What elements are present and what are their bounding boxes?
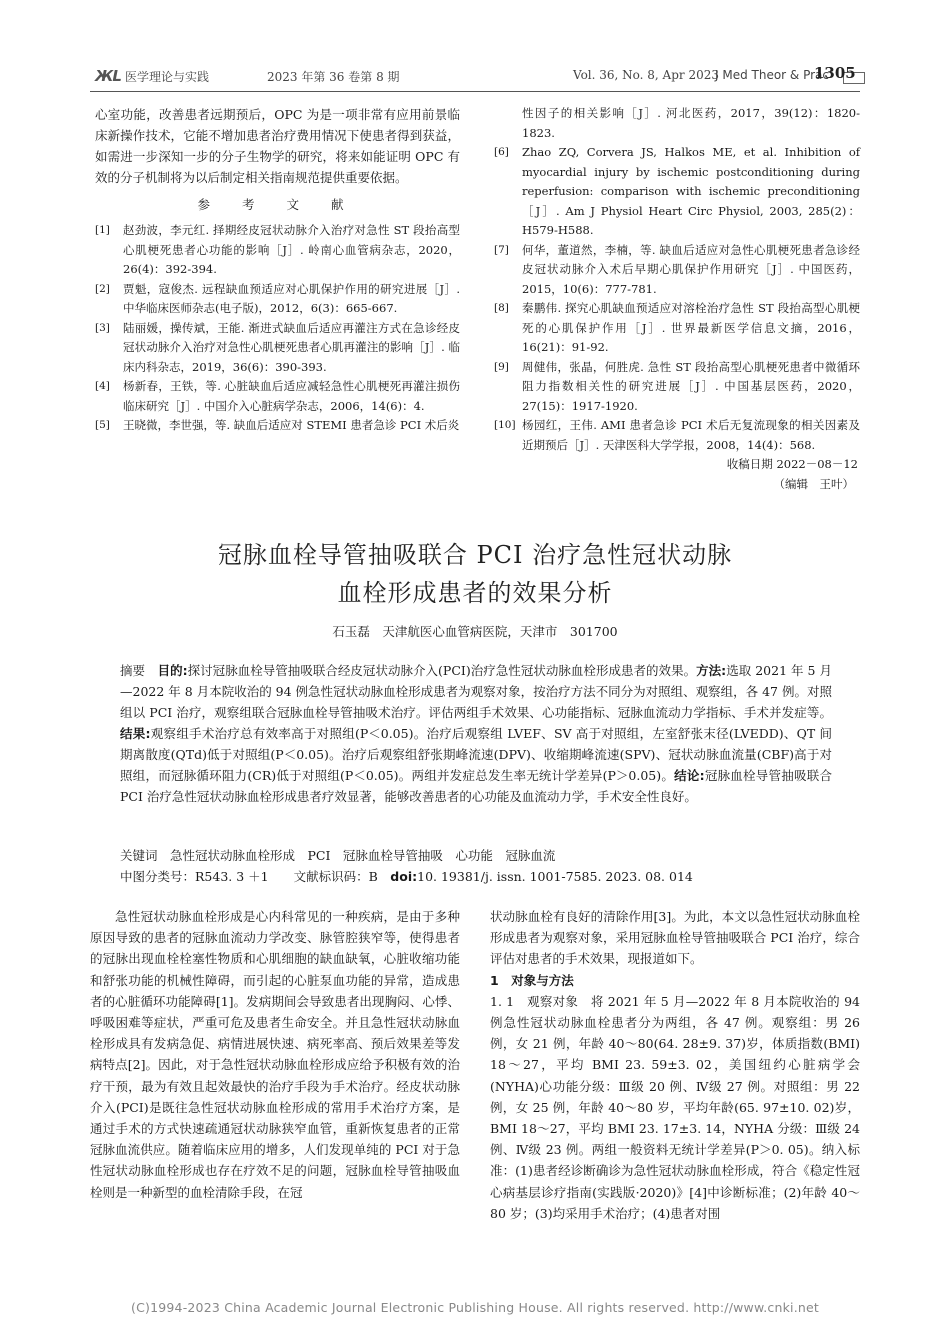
journal-name-zh: 医学理论与实践	[125, 70, 210, 84]
article-title-line2: 血栓形成患者的效果分析	[337, 579, 613, 607]
reference-text: 性因子的相关影响［J］. 河北医药，2017，39(12)：1820-1823.	[522, 106, 860, 140]
reference-text: 周健伟，张晶，何胜虎. 急性 ST 段抬高型心肌梗死患者中微循环阻力指数相关性的研究进展［J］. 中国基层医药，2020，27(15)：1917-1920.	[522, 359, 860, 413]
section-1-1	[490, 991, 860, 1224]
reference-item	[494, 241, 860, 300]
reference-text: Zhao ZQ, Corvera JS, Halkos ME, et al. Inhibition of myocardial injury by ischemic postconditioning during reperfusion: comparison with ischemic preconditioning［J］. Am J Physiol Heart Circ Physiol, 2003, 285(2)：H579-H588.	[522, 145, 860, 237]
prev-article-paragraph: 心室功能，改善患者远期预后，OPC 为是一项非常有应用前景临床新操作技术，它能不增加患者治疗费用情况下使患者得到获益，如需进一步深知一步的分子生物学的研究，将来如能证明 OPC 有效的分子机制将为以后制定相关指南规范提供重要依据。	[95, 107, 460, 185]
reference-text: 何华，董道然，李楠，等. 缺血后适应对急性心肌梗死患者急诊经皮冠状动脉介入术后早期心肌保护作用研究［J］. 中国医药，2015，10(6)：777-781.	[522, 242, 860, 296]
reference-item	[494, 416, 860, 455]
author-affiliation: 石玉磊 天津航医心血管病医院，天津市 301700	[332, 624, 618, 639]
reference-number: [10]	[494, 419, 516, 431]
body-left-column	[90, 906, 460, 1203]
method-text: 选取 2021 年 5 月—2022 年 8 月本院收治的 94 例急性冠状动脉血栓形成患者为观察对象，按治疗方法不同分为对照组、观察组，各 47 例。对照组以 PCI 治疗，观察组联合冠脉血栓导管抽吸术治疗。评估两组手术效果、心功能指标、冠脉血流动力学指标、手术并发症等。	[120, 663, 832, 720]
section-heading-1: 1 对象与方法	[490, 972, 574, 988]
reference-text: 杨园红，王伟. AMI 患者急诊 PCI 术后无复流现象的相关因素及近期预后［J］. 天津医科大学学报，2008，14(4)：568.	[522, 418, 860, 452]
clc-code: 中图分类号：R543. 3 ＋1 文献标识码：B	[120, 869, 391, 884]
section-1-1-text: 将 2021 年 5 月—2022 年 8 月本院收治的 94 例急性冠状动脉血栓患者分为两组，各 47 例。观察组：男 26 例，女 21 例，年龄 40～80(64. 28±9. 37)岁，体质指数(BMI) 18～27，平均 BMI 23. 59±3. 02，美国纽约心脏病学会(NYHA)心功能分级：Ⅲ级 20 例、Ⅳ级 27 例。对照组：男 22 例，女 25 例，年龄 40～80 岁，平均年龄(65. 97±10. 02)岁，BMI 18～27，平均 BMI 23. 17±3. 14，NYHA 分级：Ⅲ级 24 例、Ⅳ级 23 例。两组一般资料无统计学差异(P＞0. 05)。纳入标准：(1)患者经诊断确诊为急性冠状动脉血栓形成，符合《稳定性冠心病基层诊疗指南(实践版·2020)》[4]中诊断标准；(2)年龄 40～80 岁；(3)均采用手术治疗；(4)患者对围	[490, 993, 860, 1221]
doi-label: doi:	[390, 869, 418, 884]
reference-number: [6]	[494, 146, 509, 158]
reference-number: [4]	[95, 380, 110, 392]
reference-text: 陆丽媛，操传斌，王能. 渐进式缺血后适应再灌注方式在急诊经皮冠状动脉介入治疗对急性心肌梗死患者心肌再灌注的影响［J］. 临床内科杂志，2019，36(6)：390-393.	[123, 320, 460, 374]
reference-item	[494, 358, 860, 417]
section-heading-1-1: 1. 1 观察对象	[490, 993, 579, 1009]
running-header	[95, 66, 860, 88]
prev-article-left	[95, 104, 460, 436]
result-label: 结果:	[120, 726, 151, 741]
reference-item	[494, 143, 860, 241]
reference-item	[95, 377, 460, 416]
reference-number: [8]	[494, 302, 509, 314]
journal-logo-icon: ЖL	[95, 67, 121, 85]
copyright-footer: (C)1994-2023 China Academic Journal Electronic Publishing House. All rights reserved. http://www.cnki.net	[131, 1300, 819, 1315]
abstract	[120, 660, 832, 807]
reference-text: 秦鹏伟. 探究心肌缺血预适应对溶栓治疗急性 ST 段抬高型心肌梗死的心肌保护作用［J］. 世界最新医学信息文摘，2016，16(21)：91-92.	[522, 301, 860, 354]
reference-item	[95, 280, 460, 319]
method-label: 方法:	[696, 663, 727, 678]
reference-item	[95, 416, 460, 436]
reference-item	[95, 319, 460, 378]
result-text: 观察组手术治疗总有效率高于对照组(P＜0.05)。治疗后观察组 LVEF、SV 高于对照组，左室舒张末径(LVEDD)、QT 间期离散度(QTd)低于对照组(P＜0.05)。治疗后观察组舒张期峰流速(DPV)、收缩期峰流速(SPV)、冠状动脉血流量(CBF)高于对照组，而冠脉循环阻力(CR)低于对照组(P＜0.05)。两组并发症总发生率无统计学差异(P＞0.05)。	[120, 726, 832, 783]
reference-number: [7]	[494, 243, 509, 256]
reference-text: 杨新春，王铁，等. 心脏缺血后适应减轻急性心肌梗死再灌注损伤临床研究［J］. 中国介入心脏病学杂志，2006，14(6)：4.	[123, 379, 460, 413]
reference-number: [5]	[95, 419, 110, 431]
reference-number: [3]	[95, 321, 110, 334]
reference-item	[494, 299, 860, 358]
reference-item	[494, 104, 860, 143]
classification-line	[120, 866, 832, 887]
journal-name-en: J Med Theor & Prac	[715, 68, 830, 82]
volume-zh: 2023 年第 36 卷第 8 期	[267, 70, 400, 84]
header-rule	[90, 91, 860, 92]
keywords: 关键词 急性冠状动脉血栓形成 PCI 冠脉血栓导管抽吸 心功能 冠脉血流	[120, 848, 556, 863]
conclusion-text: 冠脉血栓导管抽吸联合 PCI 治疗急性冠状动脉血栓形成患者疗效显著，能够改善患者的心功能及血流动力学，手术安全性良好。	[120, 768, 832, 804]
reference-number: [1]	[95, 224, 110, 236]
reference-number	[494, 104, 522, 143]
reference-number: [9]	[494, 360, 509, 373]
conclusion-label: 结论:	[674, 768, 705, 783]
intro-paragraph: 急性冠状动脉血栓形成是心内科常见的一种疾病，是由于多种原因导致的患者的冠脉血流动力学改变、脉管腔狭窄等，使得患者的冠脉出现血栓栓塞性物质和心肌细胞的缺血缺氧，心脏收缩功能和舒张功能的机械性障碍，而引起的心脏泵血功能的异常，造成患者的心脏循环功能障碍[1]。发病期间会导致患者出现胸闷、心悸、呼吸困难等症状，严重可危及患者生命安全。并且急性冠状动脉血栓形成具有发病急促、病情进展快速、病死率高、预后效果差等发病特点[2]。因此，对于急性冠状动脉血栓形成应给予积极有效的治疗干预，最为有效且起效最快的治疗手段为手术治疗。经皮状动脉介入(PCI)是既往急性冠状动脉血栓形成的常用手术治疗方案，是通过手术的方式快速疏通冠状动脉狭窄血管，重新恢复患者的正常冠脉血流供应。随着临床应用的增多，人们发现单纯的 PCI 对于急性冠状动脉血栓形成也存在疗效不足的问题，冠脉血栓导管抽吸血栓则是一种新型的血栓清除手段，在冠	[90, 909, 460, 1200]
reference-number: [2]	[95, 282, 110, 295]
volume-en: Vol. 36, No. 8, Apr 2023	[573, 68, 719, 82]
reference-text: 贾魁，寇俊杰. 远程缺血预适应对心肌保护作用的研究进展［J］. 中华临床医师杂志(电子版)，2012，6(3)：665-667.	[123, 281, 460, 315]
page-number: 1305	[814, 64, 856, 82]
aim-text: 探讨冠脉血栓导管抽吸联合经皮冠状动脉介入(PCI)治疗急性冠状动脉血栓形成患者的效果。	[187, 663, 697, 678]
body-right-column	[490, 906, 860, 1224]
reference-list-left	[95, 221, 460, 436]
reference-list-right	[494, 104, 860, 455]
intro-paragraph-cont: 状动脉血栓有良好的清除作用[3]。为此，本文以急性冠状动脉血栓形成患者为观察对象，采用冠脉血栓导管抽吸联合 PCI 治疗，综合评估对患者的手术效果，现报道如下。	[490, 909, 860, 967]
editor-note: （编辑 王叶）	[773, 476, 854, 491]
prev-article-right	[494, 104, 860, 494]
references-heading: 参 考 文 献	[197, 197, 358, 212]
article-title	[90, 536, 860, 612]
article-title-line1: 冠脉血栓导管抽吸联合 PCI 治疗急性冠状动脉	[217, 541, 733, 569]
aim-label: 目的:	[157, 663, 188, 678]
abstract-label: 摘要	[120, 663, 146, 678]
reference-text: 赵劲波，李元红. 择期经皮冠状动脉介入治疗对急性 ST 段抬高型心肌梗死患者心功能的影响［J］. 岭南心血管病杂志，2020，26(4)：392-394.	[123, 223, 460, 276]
received-date: 收稿日期 2022－08－12	[726, 457, 858, 471]
reference-item	[95, 221, 460, 280]
doi-value: 10. 19381/j. issn. 1001-7585. 2023. 08. 014	[417, 869, 693, 884]
reference-text: 王晓微，李世强，等. 缺血后适应对 STEMI 患者急诊 PCI 术后炎	[123, 418, 460, 432]
